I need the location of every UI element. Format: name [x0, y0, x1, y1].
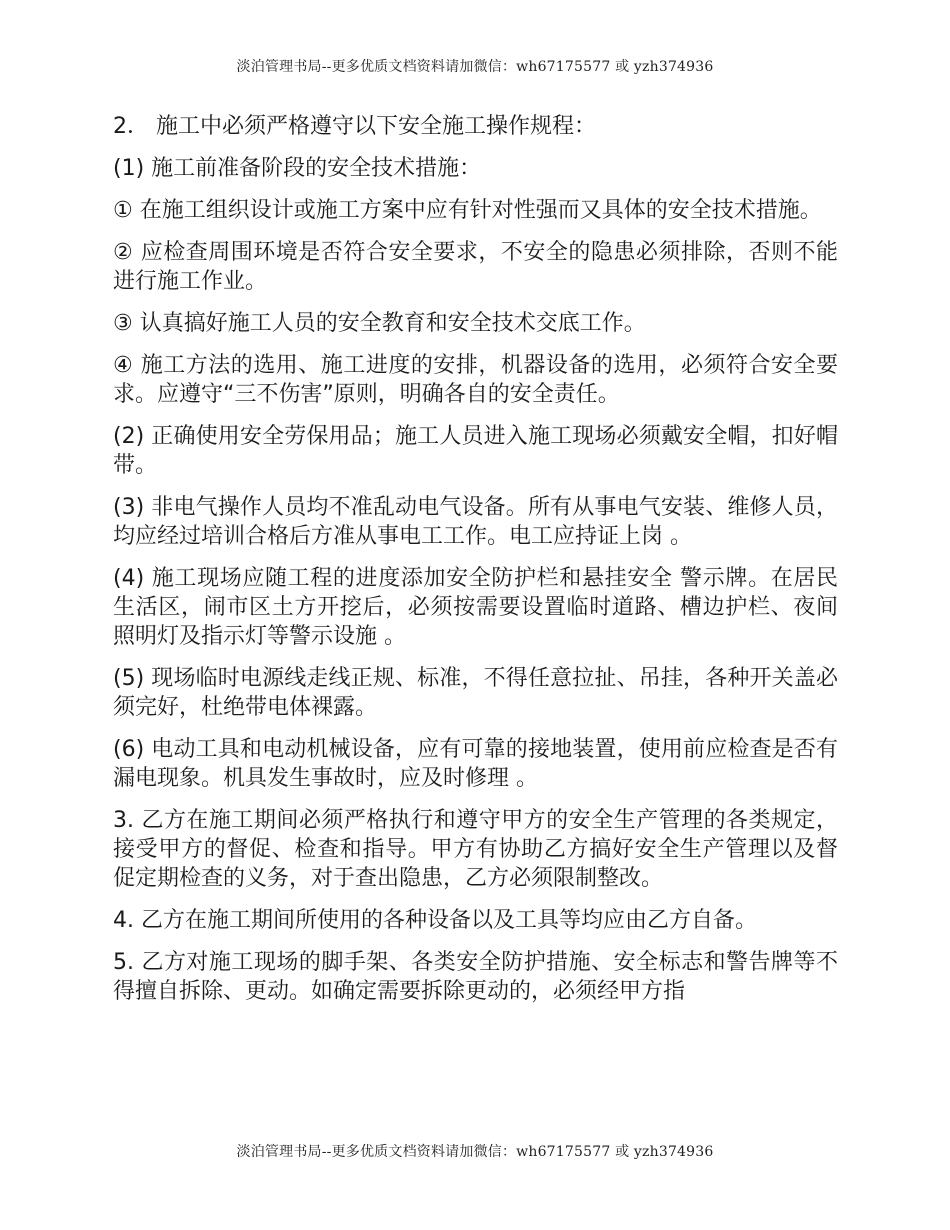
section-5: 5. 乙方对施工现场的脚手架、各类安全防护措施、安全标志和警告牌等不得擅自拆除、更动。如确定需要拆除更动的，必须经甲方指	[113, 950, 838, 1004]
item-3: (3) 非电气操作人员均不准乱动电气设备。所有从事电气安装、维修人员，均应经过培训合格后方准从事电工工作。电工应持证上岗 。	[113, 495, 838, 549]
item-1-heading: (1) 施工前准备阶段的安全技术措施：	[113, 156, 482, 181]
page-footer: 淡泊管理书局--更多优质文档资料请加微信：wh67175577 或 yzh374936	[236, 1144, 714, 1160]
item-1-point-2: ② 应检查周围环境是否符合安全要求，不安全的隐患必须排除，否则不能进行施工作业。	[113, 240, 838, 294]
item-6: (6) 电动工具和电动机械设备，应有可靠的接地装置，使用前应检查是否有漏电现象。机具发生事故时，应及时修理 。	[113, 737, 838, 791]
item-5: (5) 现场临时电源线走线正规、标准，不得任意拉扯、吊挂，各种开关盖必须完好，杜绝带电体裸露。	[113, 666, 838, 720]
item-1-point-3: ③ 认真搞好施工人员的安全教育和安全技术交底工作。	[113, 311, 646, 336]
section-2-heading: 2． 施工中必须严格遵守以下安全施工操作规程：	[113, 114, 596, 139]
section-3: 3. 乙方在施工期间必须严格执行和遵守甲方的安全生产管理的各类规定，接受甲方的督促、检查和指导。甲方有协助乙方搞好安全生产管理以及督促定期检查的义务，对于查出隐患，乙方必须限制整改。	[113, 808, 838, 891]
item-1-point-1: ① 在施工组织设计或施工方案中应有针对性强而又具体的安全技术措施。	[113, 198, 822, 223]
section-4: 4. 乙方在施工期间所使用的各种设备以及工具等均应由乙方自备。	[113, 908, 757, 933]
item-4: (4) 施工现场应随工程的进度添加安全防护栏和悬挂安全 警示牌。在居民生活区，闹市区土方开挖后，必须按需要设置临时道路、槽边护栏、夜间照明灯及指示灯等警示设施 。	[113, 566, 838, 649]
page-header: 淡泊管理书局--更多优质文档资料请加微信：wh67175577 或 yzh374936	[236, 59, 714, 75]
item-1-point-4: ④ 施工方法的选用、施工进度的安排，机器设备的选用，必须符合安全要求。应遵守“三不伤害”原则，明确各自的安全责任。	[113, 353, 838, 407]
document-body	[113, 112, 838, 1019]
item-2: (2) 正确使用安全劳保用品；施工人员进入施工现场必须戴安全帽，扣好帽带。	[113, 424, 838, 478]
